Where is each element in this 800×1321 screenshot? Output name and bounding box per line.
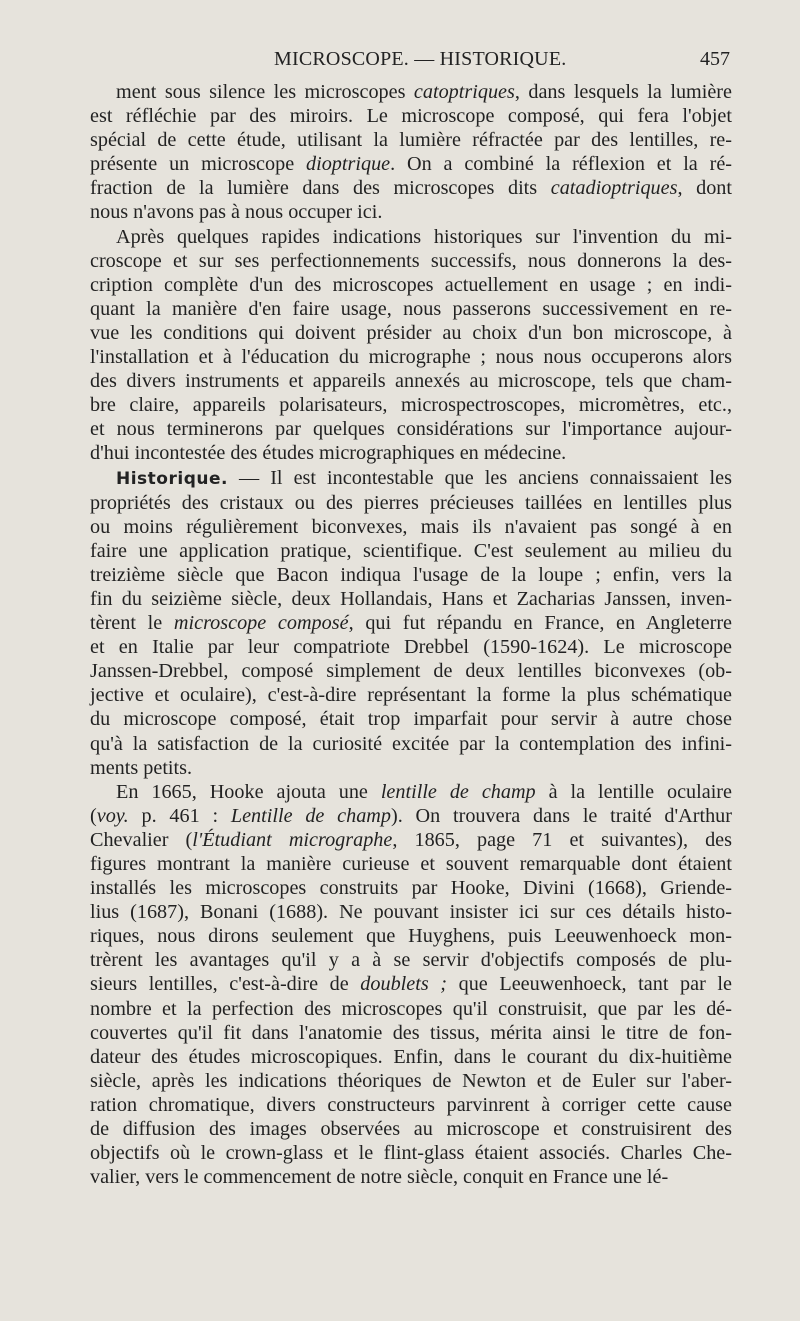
text-line: fin du seizième siècle, deux Hollandais, Hans et Zacharias Janssen, inven- xyxy=(90,587,732,610)
body-text xyxy=(64,80,732,1189)
text-line: ou moins régulièrement biconvexes, mais ils n'avaient pas songé à en xyxy=(90,515,732,538)
text-line: tèrent le microscope composé, qui fut répandu en France, en Angleterre xyxy=(90,612,733,635)
text-line: lius (1687), Bonani (1688). Ne pouvant insister ici sur ces détails histo- xyxy=(90,901,732,924)
paragraph-2 xyxy=(64,225,732,466)
text-line: installés les microscopes construits par Hooke, Divini (1668), Griende- xyxy=(90,877,732,900)
paragraph-4 xyxy=(64,780,732,1190)
running-head xyxy=(64,48,732,74)
text-line: sieurs lentilles, c'est-à-dire de doublets ; que Leeuwenhoeck, tant par le xyxy=(90,973,732,996)
text-line: siècle, après les indications théoriques de Newton et de Euler sur l'aber- xyxy=(90,1069,732,1092)
text-line: figures montrant la manière curieuse et souvent remarquable dont étaient xyxy=(90,853,732,875)
section-heading: Historique. xyxy=(116,468,228,489)
italic-term: microscope composé xyxy=(173,612,349,635)
text-line: Chevalier (l'Étudiant micrographe, 1865, page 71 et suivantes), des xyxy=(90,828,732,851)
italic-term: doublets ; xyxy=(360,973,448,996)
text-line: riques, nous dirons seulement que Huyghens, puis Leeuwenhoeck mon- xyxy=(90,925,732,948)
text-line: des divers instruments et appareils annexés au microscope, tels que cham- xyxy=(90,370,732,393)
text-line: ment sous silence les microscopes catoptriques, dans lesquels la lumière xyxy=(116,81,732,103)
italic-term: Lentille de champ xyxy=(230,804,391,827)
text-line: du microscope composé, était trop imparfait pour servir à autre chose xyxy=(90,708,732,731)
text-line: vue les conditions qui doivent présider au choix d'un bon microscope, à xyxy=(90,321,732,344)
text-line: nous n'avons pas à nous occuper ici. xyxy=(90,201,383,224)
text-line: dateur des études microscopiques. Enfin, dans le courant du dix-huitième xyxy=(90,1045,732,1068)
text-line: couvertes qu'il fit dans l'anatomie des tissus, mérita ainsi le titre de fon- xyxy=(90,1021,732,1044)
text-line: trèrent les avantages qu'il y a à se servir d'objectifs composés de plu- xyxy=(90,949,732,972)
text-line: Janssen-Drebbel, composé simplement de deux lentilles biconvexes (ob- xyxy=(90,660,732,683)
text-line: ration chromatique, divers constructeurs parvinrent à corriger cette cause xyxy=(90,1093,732,1116)
paragraph-1 xyxy=(64,80,732,225)
text-line: treizième siècle que Bacon indiqua l'usage de la loupe ; enfin, vers la xyxy=(90,563,732,586)
italic-term: dioptrique xyxy=(306,153,391,176)
text-line: bre claire, appareils polarisateurs, microspectroscopes, micromètres, etc., xyxy=(90,394,732,417)
text-line: de diffusion des images observées au microscope et construisirent des xyxy=(90,1118,732,1141)
running-head-title: MICROSCOPE. — HISTORIQUE. xyxy=(274,48,567,70)
text-line: est réfléchie par des miroirs. Le microscope composé, qui fera l'objet xyxy=(90,105,732,128)
text-line: l'installation et à l'éducation du micrographe ; nous nous occuperons alors xyxy=(90,346,732,369)
text-line: qu'à la satisfaction de la curiosité excitée par la contemplation des infini- xyxy=(90,732,732,755)
text-line: présente un microscope dioptrique. On a combiné la réflexion et la ré- xyxy=(90,153,733,176)
text-line: et nous terminerons par quelques considérations sur l'importance aujour- xyxy=(90,418,732,441)
text-line: (voy. p. 461 : Lentille de champ). On trouvera dans le traité d'Arthur xyxy=(90,804,732,827)
italic-term: l'Étudiant micrographe xyxy=(192,828,393,851)
text-line: quant la manière d'en faire usage, nous passerons successivement en re- xyxy=(90,297,732,320)
text-line: nombre et la perfection des microscopes qu'il construisit, que par les dé- xyxy=(90,997,732,1020)
text-line: Après quelques rapides indications historiques sur l'invention du mi- xyxy=(116,225,732,248)
italic-term: lentille de champ xyxy=(380,780,536,803)
text-line: d'hui incontestée des études micrographiques en médecine. xyxy=(90,442,567,465)
italic-term: voy. xyxy=(96,804,129,827)
text-line: valier, vers le commencement de notre siècle, conquit en France une lé- xyxy=(90,1166,669,1189)
text-line: Historique. — Il est incontestable que les anciens connaissaient les xyxy=(116,466,732,489)
italic-term: catadioptriques xyxy=(550,177,678,200)
text-line: ments petits. xyxy=(90,756,193,779)
text-line: spécial de cette étude, utilisant la lumière réfractée par des lentilles, re- xyxy=(90,129,732,152)
page-number: 457 xyxy=(700,48,730,70)
text-line: croscope et sur ses perfectionnements successifs, nous donnerons la des- xyxy=(90,249,732,272)
text-line: objectifs où le crown-glass et le flint-glass étaient associés. Charles Che- xyxy=(90,1142,732,1165)
text-line: faire une application pratique, scientifique. C'est seulement au milieu du xyxy=(90,539,732,562)
text-line: fraction de la lumière dans des microscopes dits catadioptriques, dont xyxy=(90,177,732,200)
italic-term: catoptriques xyxy=(413,81,515,103)
text-line: jective et oculaire), c'est-à-dire représentant la forme la plus schématique xyxy=(90,684,732,707)
text-line: cription complète d'un des microscopes actuellement en usage ; en indi- xyxy=(90,273,732,296)
text-line: propriétés des cristaux ou des pierres précieuses taillées en lentilles plus xyxy=(90,491,732,514)
text-line: En 1665, Hooke ajouta une lentille de champ à la lentille oculaire xyxy=(116,780,732,803)
text-line: et en Italie par leur compatriote Drebbel (1590-1624). Le microscope xyxy=(90,636,732,659)
paragraph-3 xyxy=(64,466,732,780)
